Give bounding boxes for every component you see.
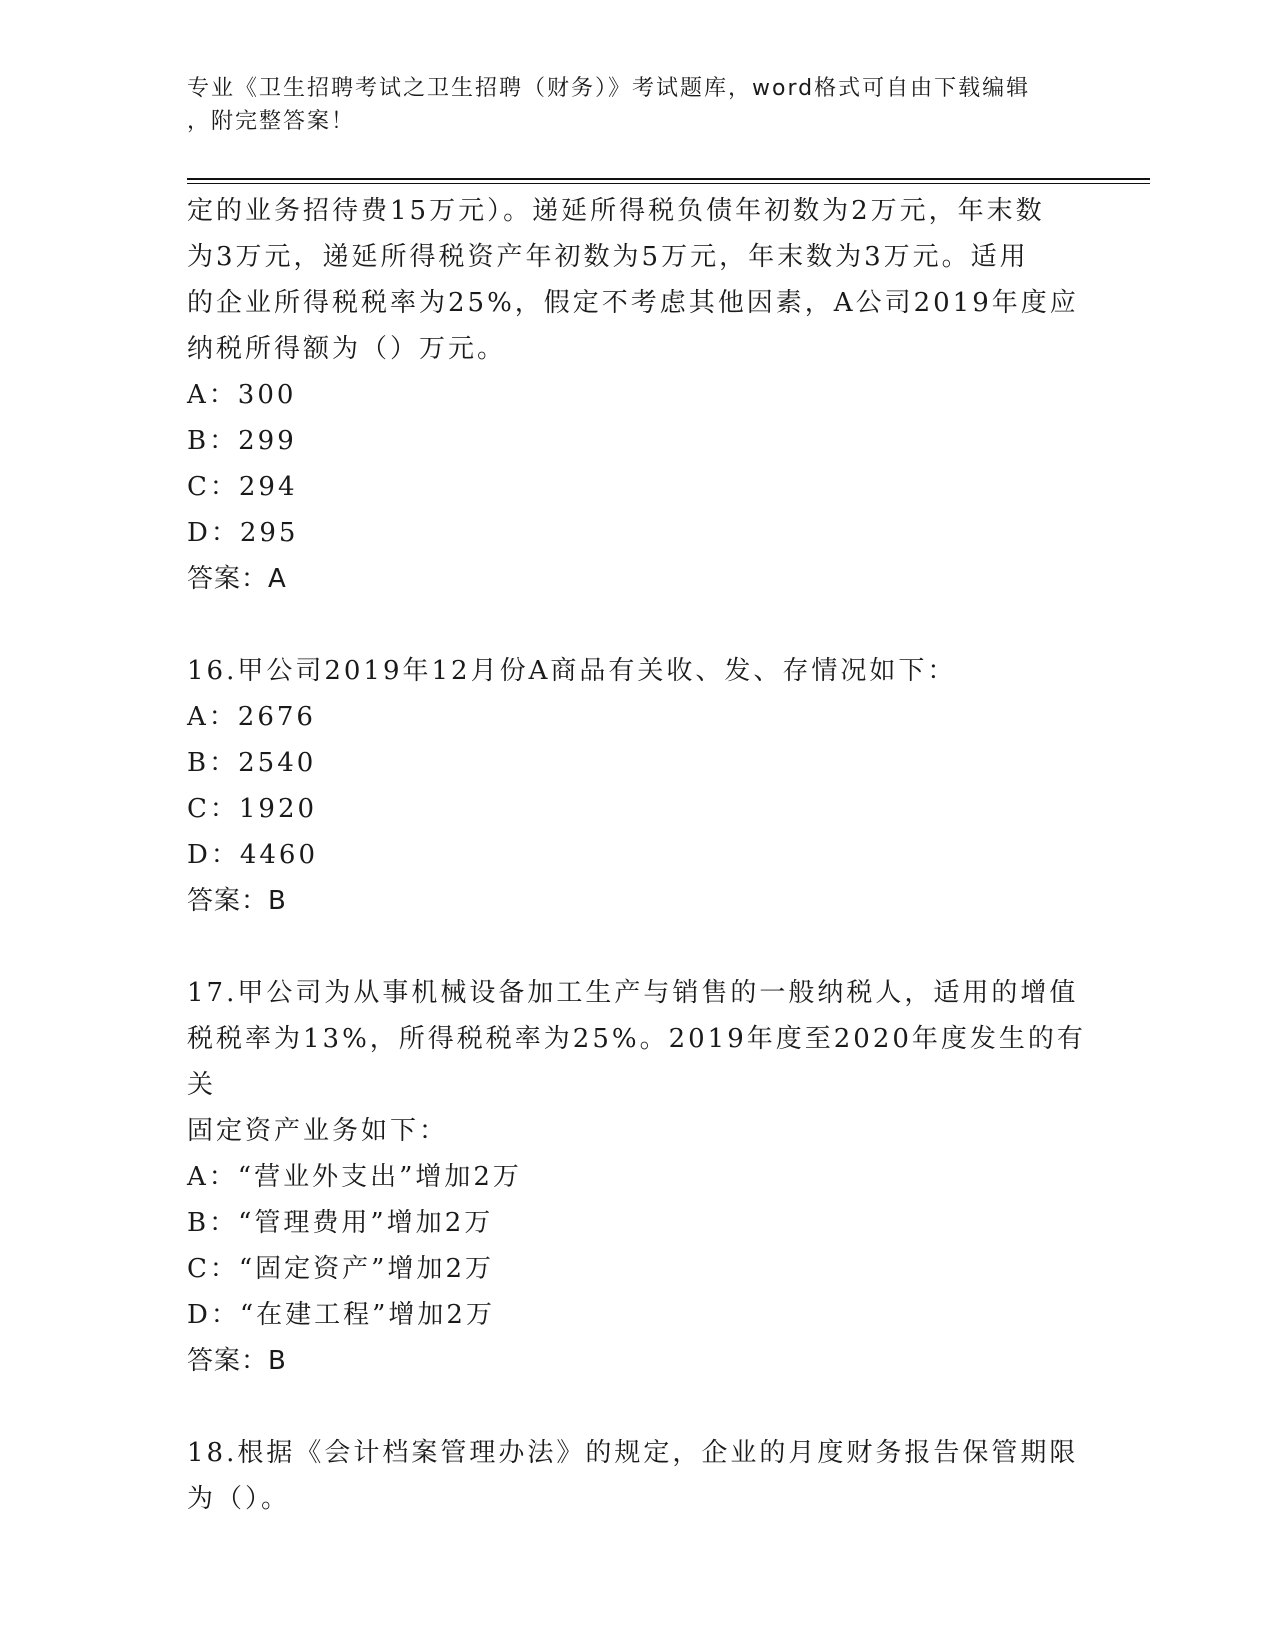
option-c: C：“固定资产”增加2万 <box>187 1254 495 1284</box>
spacer <box>187 1384 1087 1430</box>
question-text-line: 的企业所得税税率为25%，假定不考虑其他因素，A公司2019年度应 <box>187 288 1079 318</box>
header-line-1: 专业《卫生招聘考试之卫生招聘（财务）》考试题库，word格式可自由下载编辑 <box>187 76 1031 101</box>
question-text-line: 18.根据《会计档案管理办法》的规定，企业的月度财务报告保管期限 <box>187 1438 1079 1468</box>
option-d: D：295 <box>187 518 299 548</box>
question-text-line: 17.甲公司为从事机械设备加工生产与销售的一般纳税人，适用的增值 <box>187 978 1079 1008</box>
question-16 <box>187 648 1087 924</box>
question-text-line: 16.甲公司2019年12月份A商品有关收、发、存情况如下： <box>187 656 957 686</box>
question-text-line: 固定资产业务如下： <box>187 1116 449 1146</box>
question-17 <box>187 970 1087 1384</box>
option-b: B：2540 <box>187 748 317 778</box>
option-b: B：299 <box>187 426 297 456</box>
option-c: C：1920 <box>187 794 318 824</box>
option-d: D：4460 <box>187 840 319 870</box>
option-c: C：294 <box>187 472 298 502</box>
option-d: D：“在建工程”增加2万 <box>187 1300 495 1330</box>
question-15 <box>187 188 1087 602</box>
question-18 <box>187 1430 1087 1522</box>
question-text-line: 为3万元，递延所得税资产年初数为5万元，年末数为3万元。适用 <box>187 242 1029 272</box>
answer: 答案：B <box>187 1346 287 1376</box>
header-rule-thick <box>187 178 1150 180</box>
option-a: A：2676 <box>187 702 316 732</box>
spacer <box>187 602 1087 648</box>
spacer <box>187 924 1087 970</box>
header-line-2: ，附完整答案！ <box>187 109 356 134</box>
option-a: A：300 <box>187 380 297 410</box>
page-header <box>187 72 1067 138</box>
question-content <box>187 188 1087 1522</box>
option-b: B：“管理费用”增加2万 <box>187 1208 494 1238</box>
question-text-line: 纳税所得额为（）万元。 <box>187 334 507 364</box>
answer: 答案：A <box>187 564 287 594</box>
question-text-line: 定的业务招待费15万元）。递延所得税负债年初数为2万元，年末数 <box>187 196 1045 226</box>
question-text-line: 为（）。 <box>187 1484 291 1514</box>
answer: 答案：B <box>187 886 287 916</box>
option-a: A：“营业外支出”增加2万 <box>187 1162 522 1192</box>
header-rule-thin <box>187 183 1150 184</box>
question-text-line: 税税率为13%，所得税税率为25%。2019年度至2020年度发生的有关 <box>187 1024 1086 1100</box>
